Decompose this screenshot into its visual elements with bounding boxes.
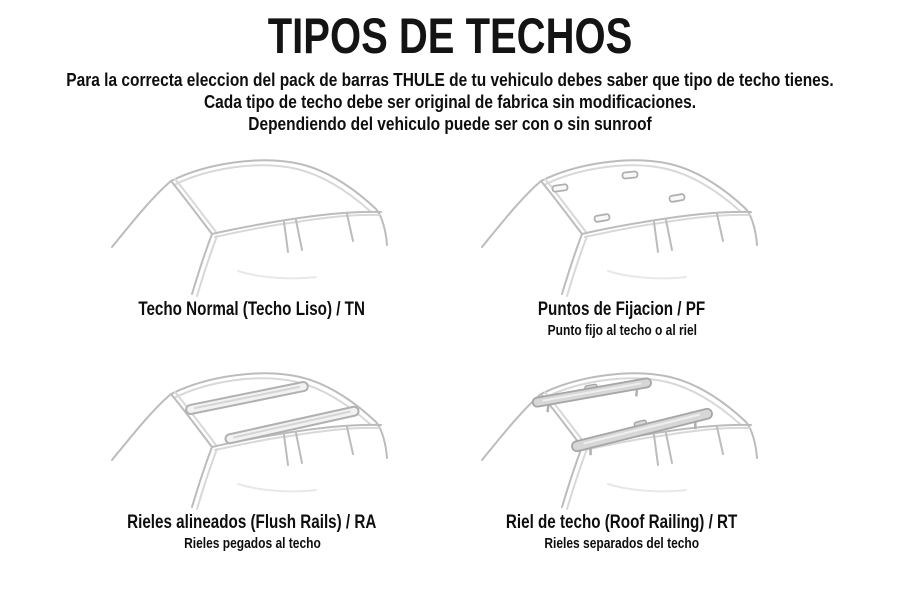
roof-type-sublabel-rt: Rieles separados del techo [544,535,700,552]
intro-line-1: Para la correcta eleccion del pack de barras THULE de tu vehiculo debes saber que tipo de techo tienes. [66,70,834,90]
roof-type-card-tn [87,149,417,354]
roof-type-sublabel-pf: Punto fijo al techo o al riel [547,322,697,339]
roof-type-sublabel-ra: Rieles pegados al techo [183,535,321,552]
roof-type-label-pf: Puntos de Fijacion / PF [538,299,706,320]
roof-type-label-rt: Riel de techo (Roof Railing) / RT [506,512,738,533]
intro-text [63,69,837,135]
roof-type-card-pf [457,149,787,354]
infographic-page [0,8,900,608]
intro-line-2: Cada tipo de techo debe ser original de fabrica sin modificaciones. [203,92,697,112]
roof-illustration-rt [472,362,772,512]
roof-type-card-rt [457,362,787,567]
roof-type-label-ra: Rieles alineados (Flush Rails) / RA [127,512,377,533]
page-title: TIPOS DE TECHOS [267,8,633,64]
roof-type-grid [0,149,900,567]
intro-line-3: Dependiendo del vehiculo puede ser con o sin sunroof [248,114,652,134]
roof-illustration-tn [102,149,402,299]
roof-illustration-pf [472,149,772,299]
roof-type-label-tn: Techo Normal (Techo Liso) / TN [138,299,366,320]
roof-type-card-ra [87,362,417,567]
roof-illustration-ra [102,362,402,512]
